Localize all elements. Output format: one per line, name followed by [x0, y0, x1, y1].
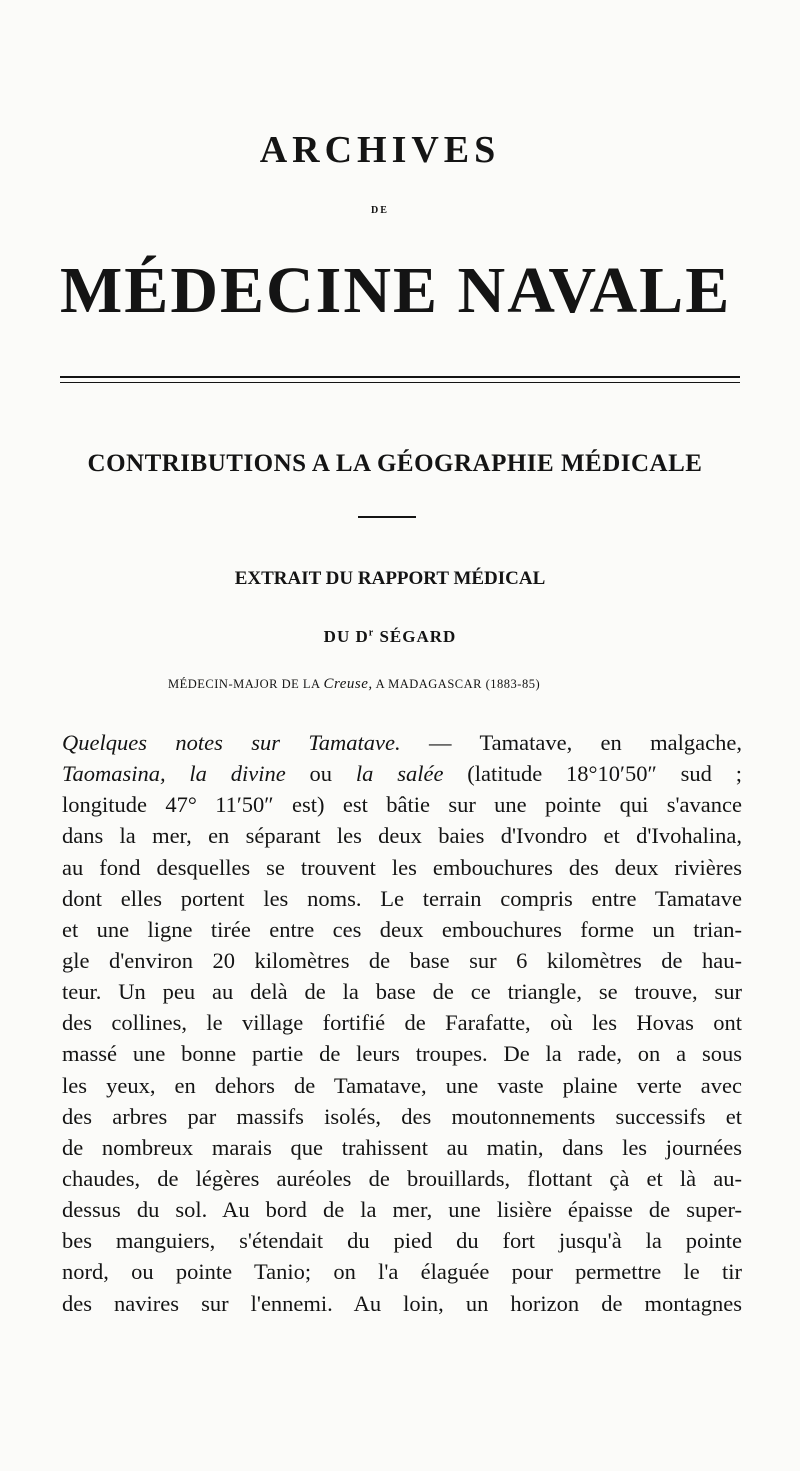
header-rule: [60, 376, 740, 383]
section-rule: [358, 516, 416, 518]
body-line: [62, 758, 742, 789]
masthead-de: DE: [371, 205, 389, 216]
body-line: des navires sur l'ennemi. Au loin, un horizon de montagnes: [62, 1290, 742, 1316]
body-line: teur. Un peu au delà de la base de ce triangle, se trouve, sur: [62, 979, 742, 1005]
body-line: des arbres par massifs isolés, des moutonnements successifs et: [62, 1103, 742, 1129]
body-line: les yeux, en dehors de Tamatave, une vaste plaine verte avec: [62, 1072, 742, 1098]
section-title: CONTRIBUTIONS A LA GÉOGRAPHIE MÉDICALE: [87, 450, 703, 477]
author-affiliation: [168, 676, 638, 693]
body-fragment: (latitude 18°10′50″ sud ;: [443, 761, 742, 787]
body-fragment: — Tamatave, en malgache,: [400, 730, 742, 755]
author-name: SÉGARD: [374, 627, 457, 646]
body-fragment-italic: Taomasina,: [62, 761, 166, 787]
paragraph-heading: Quelques notes sur Tamatave.: [62, 730, 401, 755]
body-line: dans la mer, en séparant les deux baies d'Ivondro et d'Ivohalina,: [62, 823, 742, 849]
body-fragment: ou: [285, 761, 356, 787]
body-line: [62, 727, 742, 758]
body-line: et une ligne tirée entre ces deux embouchures forme un trian-: [62, 916, 742, 942]
body-line: massé une bonne partie de leurs troupes. De la rade, on a sous: [62, 1041, 742, 1067]
masthead-archives: ARCHIVES: [259, 129, 501, 171]
affiliation-location: A MADAGASCAR (1883-85): [372, 677, 541, 691]
body-line: dont elles portent les noms. Le terrain compris entre Tamatave: [62, 885, 742, 911]
article-subtitle: EXTRAIT DU RAPPORT MÉDICAL: [234, 568, 546, 589]
body-line: des collines, le village fortifié de Farafatte, où les Hovas ont: [62, 1010, 742, 1036]
article-body: [62, 727, 742, 1319]
author-line: [0, 627, 780, 647]
body-line: dessus du sol. Au bord de la mer, une lisière épaisse de super-: [62, 1197, 742, 1223]
body-line: de nombreux marais que trahissent au matin, dans les journées: [62, 1134, 742, 1160]
body-line: nord, ou pointe Tanio; on l'a élaguée pour permettre le tir: [62, 1259, 742, 1285]
affiliation-ship: Creuse,: [323, 676, 373, 692]
author-title-sup: r: [368, 627, 375, 639]
body-fragment-italic: la salée: [355, 761, 444, 787]
body-line: chaudes, de légères auréoles de brouillards, flottant çà et là au-: [62, 1165, 742, 1191]
author-prefix: DU D: [323, 627, 369, 646]
affiliation-role: MÉDECIN-MAJOR DE LA: [168, 677, 324, 691]
body-line: au fond desquelles se trouvent les embouchures des deux rivières: [62, 854, 742, 880]
journal-title: MÉDECINE NAVALE: [60, 254, 732, 327]
body-line: longitude 47° 11′50″ est) est bâtie sur une pointe qui s'avance: [62, 792, 742, 818]
body-fragment-italic: la divine: [165, 761, 286, 787]
body-line: bes manguiers, s'étendait du pied du fort jusqu'à la pointe: [62, 1228, 742, 1254]
body-line: gle d'environ 20 kilomètres de base sur 6 kilomètres de hau-: [62, 947, 742, 973]
